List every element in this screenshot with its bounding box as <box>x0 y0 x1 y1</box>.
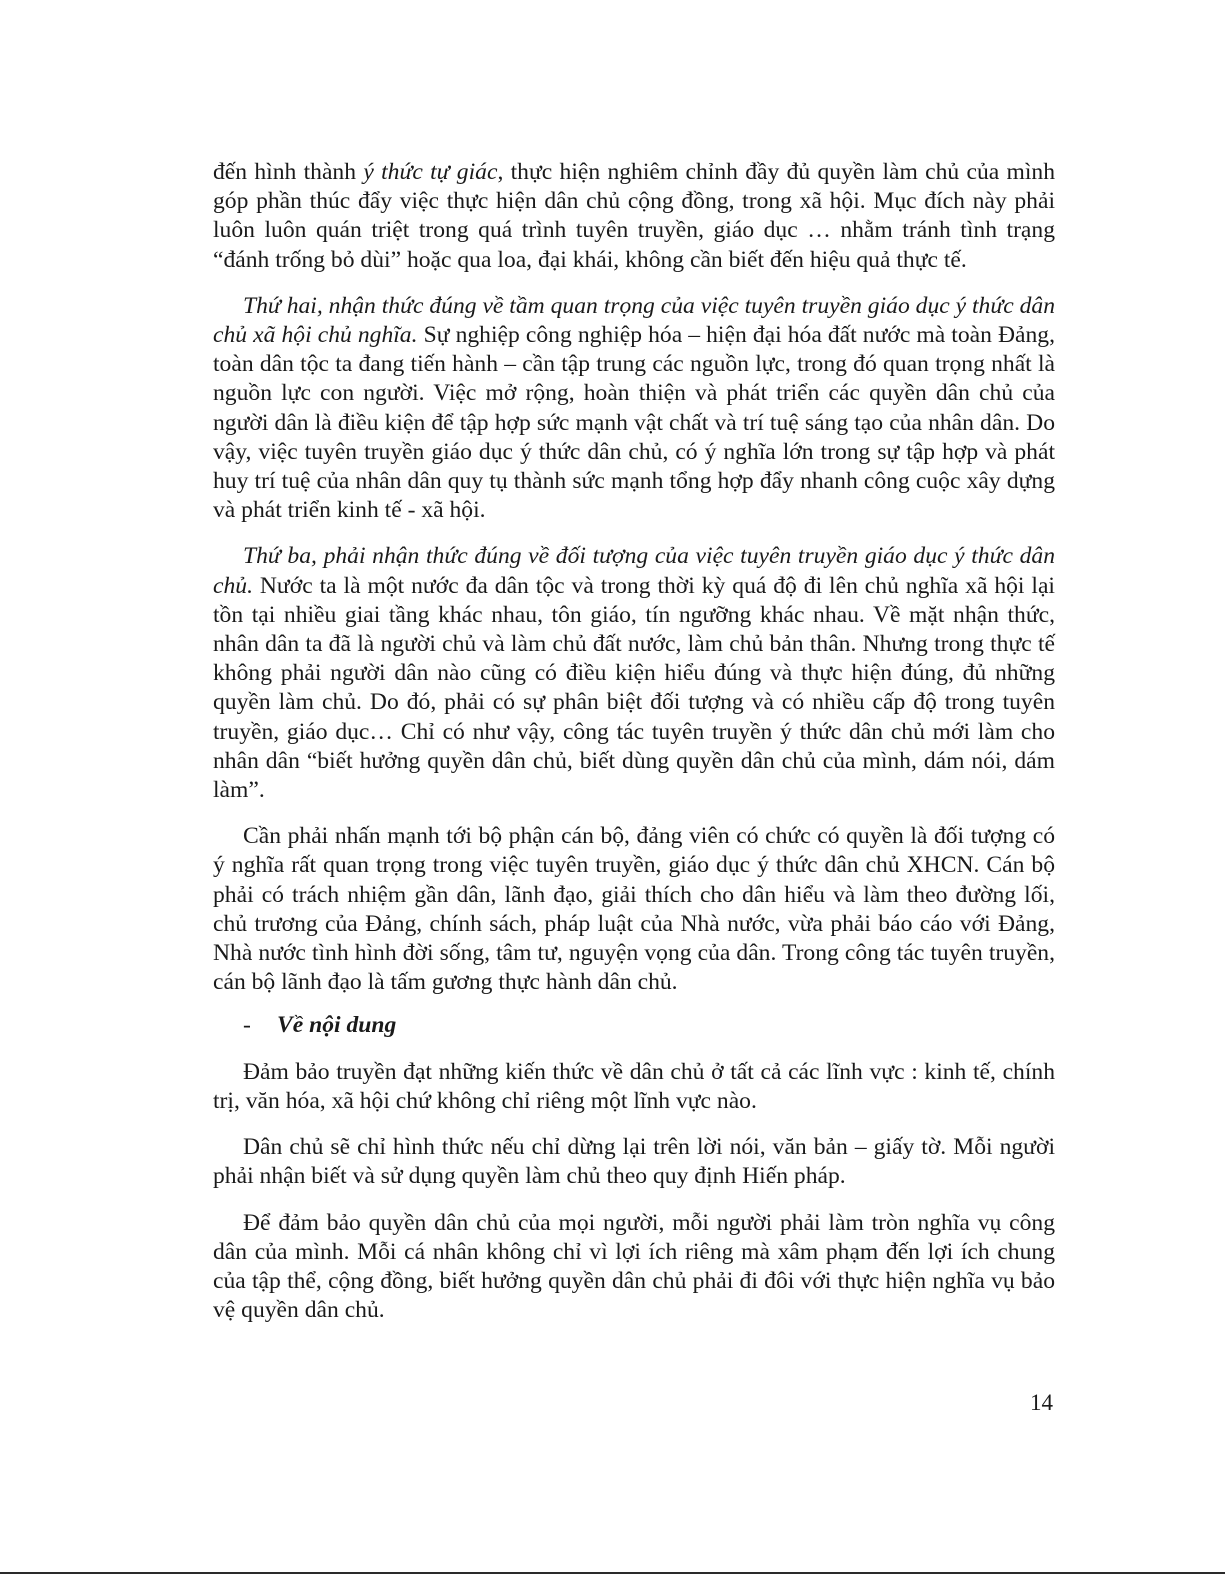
bottom-border-line <box>0 1572 1225 1574</box>
paragraph-7: Để đảm bảo quyền dân chủ của mọi người, mỗi người phải làm tròn nghĩa vụ công dân của mình. Mỗi cá nhân không chỉ vì lợi ích riêng mà xâm phạm đến lợi ích chung của tập thể, cộng đồng, biết hưởng quyền dân chủ phải đi đôi với thực hiện nghĩa vụ bảo vệ quyền dân chủ. <box>213 1209 1055 1324</box>
heading-dash: - <box>243 1012 251 1039</box>
paragraph-5: Đảm bảo truyền đạt những kiến thức về dân chủ ở tất cả các lĩnh vực : kinh tế, chính trị, văn hóa, xã hội chứ không chỉ riêng một lĩnh vực nào. <box>213 1058 1055 1114</box>
page-number: 14 <box>1030 1390 1053 1415</box>
paragraph-3-text: Nước ta là một nước đa dân tộc và trong thời kỳ quá độ đi lên chủ nghĩa xã hội lại tồn tại nhiều giai tầng khác nhau, tôn giáo, tín ngưỡng khác nhau. Về mặt nhận thức, nhân dân ta đã là người chủ và làm chủ đất nước, làm chủ bản thân. Nhưng trong thực tế không phải người dân nào cũng có điều kiện hiểu đúng và thực hiện đúng, đủ những quyền làm chủ. Do đó, phải có sự phân biệt đối tượng và có nhiều cấp độ trong tuyên truyền, giáo dục… Chỉ có như vậy, công tác tuyên truyền ý thức dân chủ mới làm cho nhân dân “biết hưởng quyền dân chủ, biết dùng quyền dân chủ của mình, dám nói, dám làm”. <box>213 572 1055 804</box>
document-body <box>213 158 1055 1342</box>
paragraph-1-text-end: , thực hiện nghiêm chỉnh đầy đủ quyền làm chủ của mình góp phần thúc đẩy việc thực hiện dân chủ cộng đồng, trong xã hội. Mục đích này phải luôn luôn quán triệt trong quá trình tuyên truyền, giáo dục … nhằm tránh tình trạng “đánh trống bỏ dùi” hoặc qua loa, đại khái, không cần biết đến hiệu quả thực tế. <box>213 159 1056 273</box>
paragraph-1-emphasis: ý thức tự giác <box>363 159 498 185</box>
heading-text: Về nội dung <box>277 1012 397 1039</box>
paragraph-3-lead-in: Thứ ba, phải nhận thức đúng về đối tượng của việc tuyên truyền giáo dục ý thức dân chủ. <box>213 543 1055 599</box>
paragraph-2 <box>213 292 1055 526</box>
paragraph-1 <box>213 158 1055 275</box>
paragraph-4: Cần phải nhấn mạnh tới bộ phận cán bộ, đảng viên có chức có quyền là đối tượng có ý nghĩa rất quan trọng trong việc tuyên truyền, giáo dục ý thức dân chủ XHCN. Cán bộ phải có trách nhiệm gần dân, lãnh đạo, giải thích cho dân hiểu và làm theo đường lối, chủ trương của Đảng, chính sách, pháp luật của Nhà nước, vừa phải báo cáo với Đảng, Nhà nước tình hình đời sống, tâm tư, nguyện vọng của dân. Trong công tác tuyên truyền, cán bộ lãnh đạo là tấm gương thực hành dân chủ. <box>213 823 1055 996</box>
paragraph-1-text-start: đến hình thành <box>213 159 364 185</box>
section-heading <box>213 1011 1055 1040</box>
paragraph-2-lead-in: Thứ hai, nhận thức đúng về tầm quan trọng của việc tuyên truyền giáo dục ý thức dân chủ xã hội chủ nghĩa. <box>213 292 1055 349</box>
paragraph-3 <box>213 542 1055 805</box>
paragraph-2-text: Sự nghiệp công nghiệp hóa – hiện đại hóa đất nước mà toàn Đảng, toàn dân tộc ta đang tiến hành – cần tập trung các nguồn lực, trong đó quan trọng nhất là nguồn lực con người. Việc mở rộng, hoàn thiện và phát triển các quyền dân chủ của người dân là điều kiện để tập hợp sức mạnh vật chất và trí tuệ sáng tạo của nhân dân. Do vậy, việc tuyên truyền giáo dục ý thức dân chủ, có ý nghĩa lớn trong sự tập hợp và phát huy trí tuệ của nhân dân quy tụ thành sức mạnh tổng hợp đẩy nhanh công cuộc xây dựng và phát triển kinh tế - xã hội. <box>213 322 1055 524</box>
paragraph-6: Dân chủ sẽ chỉ hình thức nếu chỉ dừng lại trên lời nói, văn bản – giấy tờ. Mỗi người phải nhận biết và sử dụng quyền làm chủ theo quy định Hiến pháp. <box>213 1134 1055 1190</box>
